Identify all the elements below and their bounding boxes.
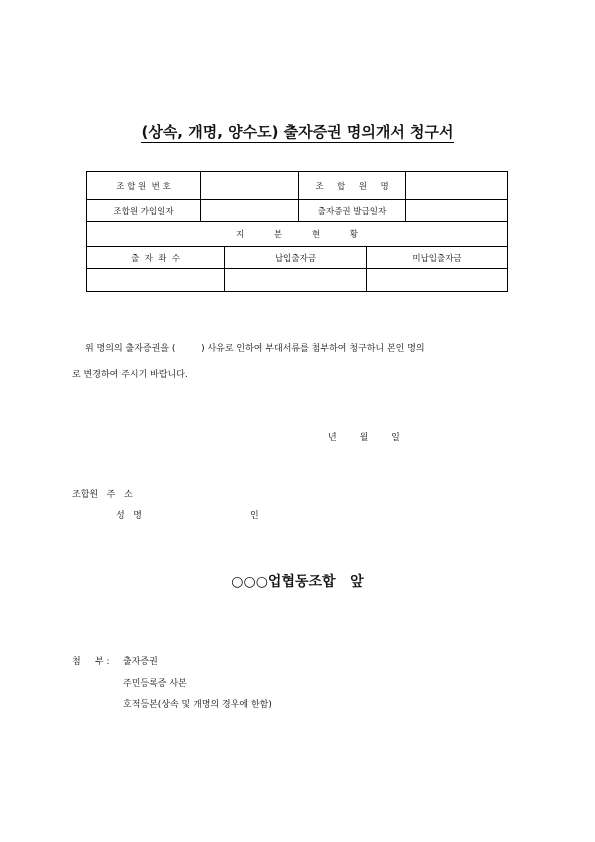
member-name-field[interactable] <box>406 172 507 199</box>
issue-date-label: 출자증권 발급일자 <box>317 206 387 217</box>
unpaid-capital-column-header: 미납입출자금 <box>412 253 462 264</box>
member-number-label: 조 합 원 번 호 <box>116 181 171 192</box>
join-date-field[interactable] <box>201 200 298 221</box>
shares-value-field[interactable] <box>87 269 224 292</box>
paid-capital-column-header: 납입출자금 <box>274 253 317 264</box>
attachment-item: 출자증권 <box>123 657 158 667</box>
issue-date-field[interactable] <box>406 200 507 221</box>
attachments-label: 첨 부 : <box>72 657 110 667</box>
attachment-item: 호적등본(상속 및 개명의 경우에 한함) <box>123 700 272 710</box>
member-info-table <box>86 171 508 292</box>
seal-mark: 인 <box>250 511 259 521</box>
statement-line-1: 위 명의의 출자증권을 ( ) 사유로 인하여 부대서류를 첨부하여 청구하니 본인 명의 <box>85 344 425 354</box>
paid-capital-value-field[interactable] <box>225 269 366 292</box>
address-label: 조합원 주 소 <box>72 490 133 500</box>
statement-line-2: 로 변경하여 주시기 바랍니다. <box>72 370 188 380</box>
join-date-label: 조합원 가입일자 <box>113 206 174 217</box>
document-title-text: (상속, 개명, 양수도) 출자증권 명의개서 청구서 <box>141 123 454 141</box>
member-number-field[interactable] <box>201 172 298 199</box>
unpaid-capital-value-field[interactable] <box>367 269 507 292</box>
document-title <box>0 121 595 142</box>
recipient-line: ○○○업협동조합 앞 <box>231 574 364 590</box>
member-name-label: 조 합 원 명 <box>315 181 389 192</box>
shares-column-header: 출 자 좌 수 <box>130 253 181 264</box>
equity-status-header: 지 분 현 황 <box>235 230 358 240</box>
attachment-item: 주민등록증 사본 <box>123 679 187 689</box>
name-label: 성 명 <box>116 511 142 521</box>
date-line: 년 월 일 <box>328 433 400 443</box>
